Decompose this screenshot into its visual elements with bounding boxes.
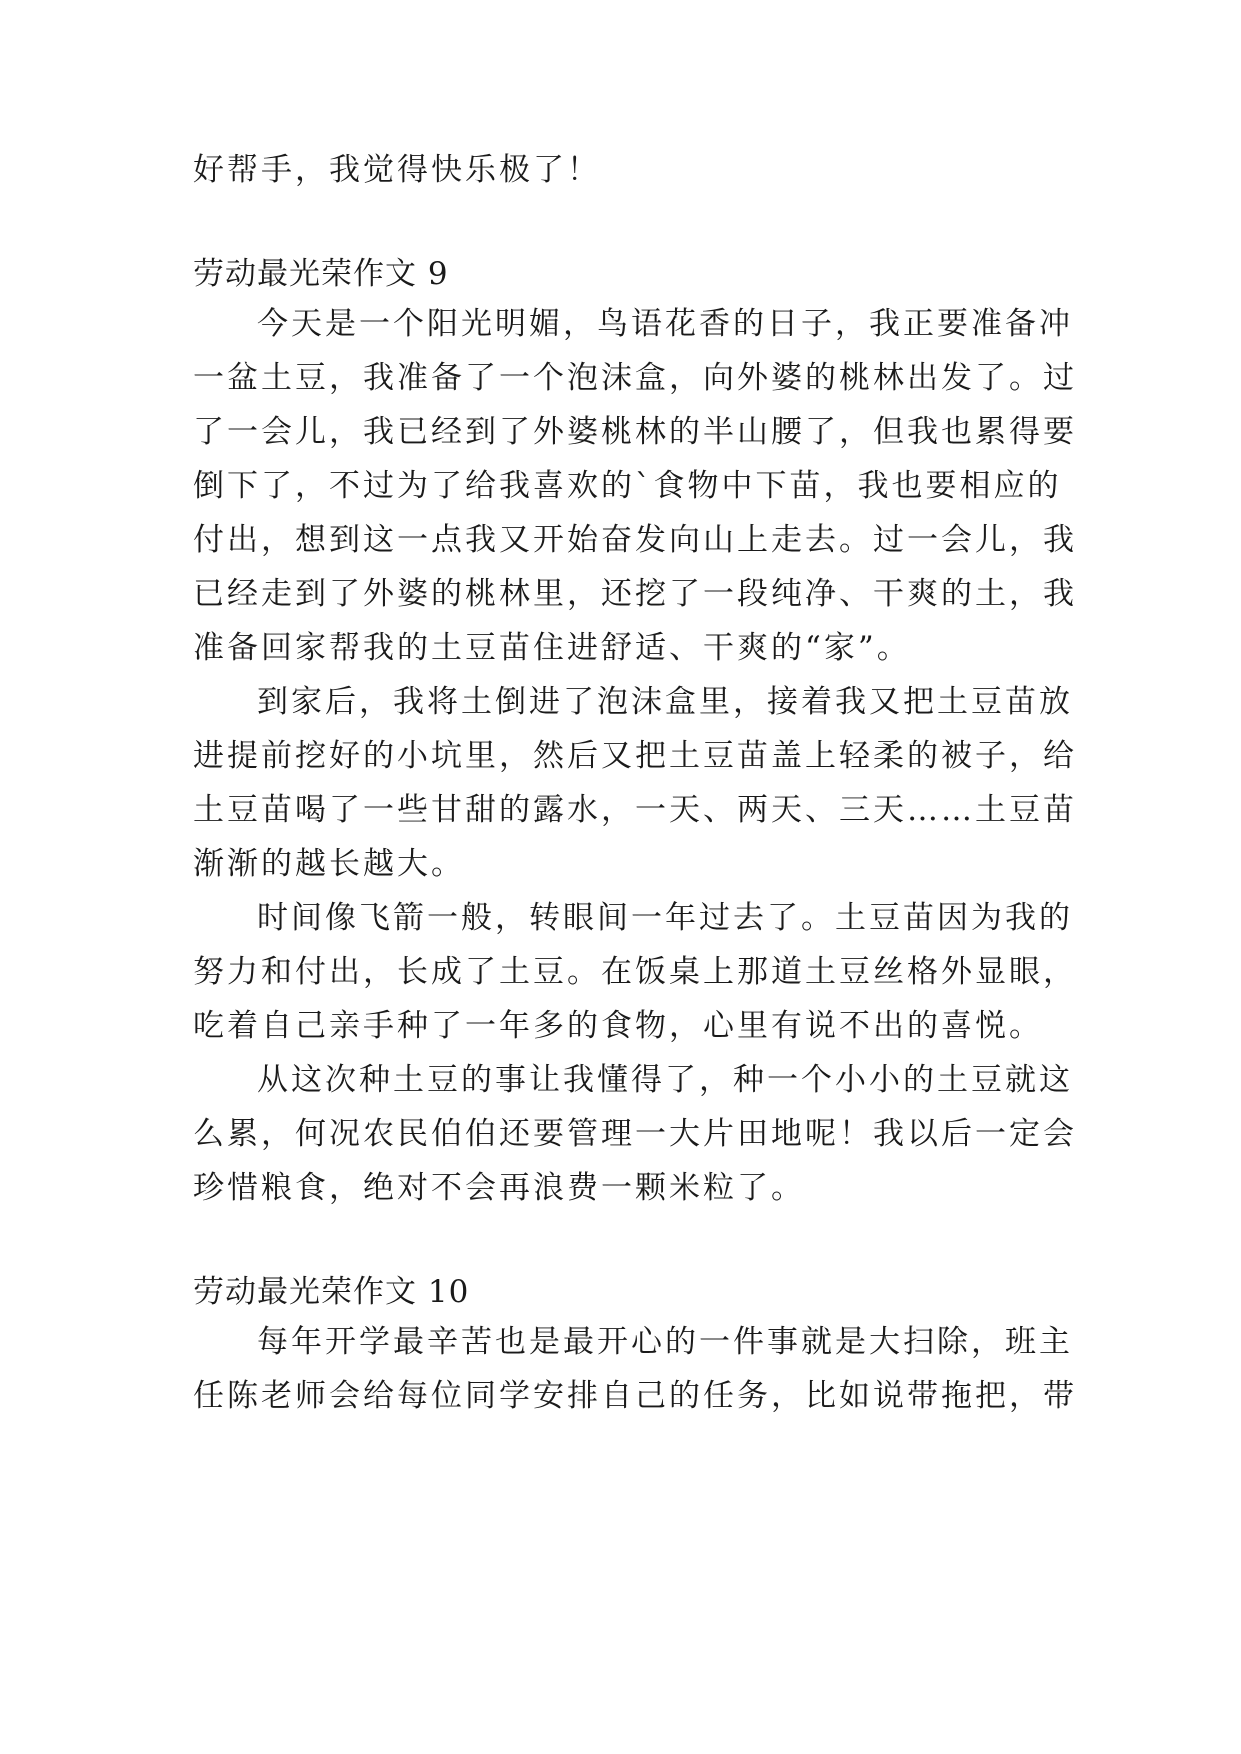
text-line: 今天是一个阳光明媚，鸟语花香的日子，我正要准备冲 (257, 306, 1073, 342)
text-line: 每年开学最辛苦也是最开心的一件事就是大扫除，班主 (257, 1324, 1073, 1360)
text-line: 已经走到了外婆的桃林里，还挖了一段纯净、干爽的土，我 (193, 576, 1077, 612)
text-line: 任陈老师会给每位同学安排自己的任务，比如说带拖把，带 (193, 1378, 1077, 1414)
text-line: 进提前挖好的小坑里，然后又把土豆苗盖上轻柔的被子，给 (193, 738, 1077, 774)
text-line: 了一会儿，我已经到了外婆桃林的半山腰了，但我也累得要 (193, 414, 1077, 450)
text-line: 付出，想到这一点我又开始奋发向山上走去。过一会儿，我 (193, 522, 1077, 558)
text-line: 土豆苗喝了一些甘甜的露水，一天、两天、三天……土豆苗 (193, 792, 1077, 828)
section-title: 劳动最光荣作文 10 (193, 1274, 470, 1310)
text-line: 倒下了，不过为了给我喜欢的`食物中下苗，我也要相应的 (193, 468, 1062, 504)
text-line: 好帮手，我觉得快乐极了！ (193, 152, 601, 188)
text-line: 从这次种土豆的事让我懂得了，种一个小小的土豆就这 (257, 1062, 1073, 1098)
text-line: 珍惜粮食，绝对不会再浪费一颗米粒了。 (193, 1170, 805, 1206)
section-title: 劳动最光荣作文 9 (193, 256, 449, 292)
text-line: 时间像飞箭一般，转眼间一年过去了。土豆苗因为我的 (257, 900, 1073, 936)
text-line: 么累，何况农民伯伯还要管理一大片田地呢！我以后一定会 (193, 1116, 1077, 1152)
text-line: 一盆土豆，我准备了一个泡沫盒，向外婆的桃林出发了。过 (193, 360, 1077, 396)
text-line: 渐渐的越长越大。 (193, 846, 465, 882)
text-line: 准备回家帮我的土豆苗住进舒适、干爽的“家”。 (193, 630, 911, 666)
text-line: 吃着自己亲手种了一年多的食物，心里有说不出的喜悦。 (193, 1008, 1043, 1044)
text-line: 到家后，我将土倒进了泡沫盒里，接着我又把土豆苗放 (257, 684, 1073, 720)
text-line: 努力和付出，长成了土豆。在饭桌上那道土豆丝格外显眼， (193, 954, 1077, 990)
